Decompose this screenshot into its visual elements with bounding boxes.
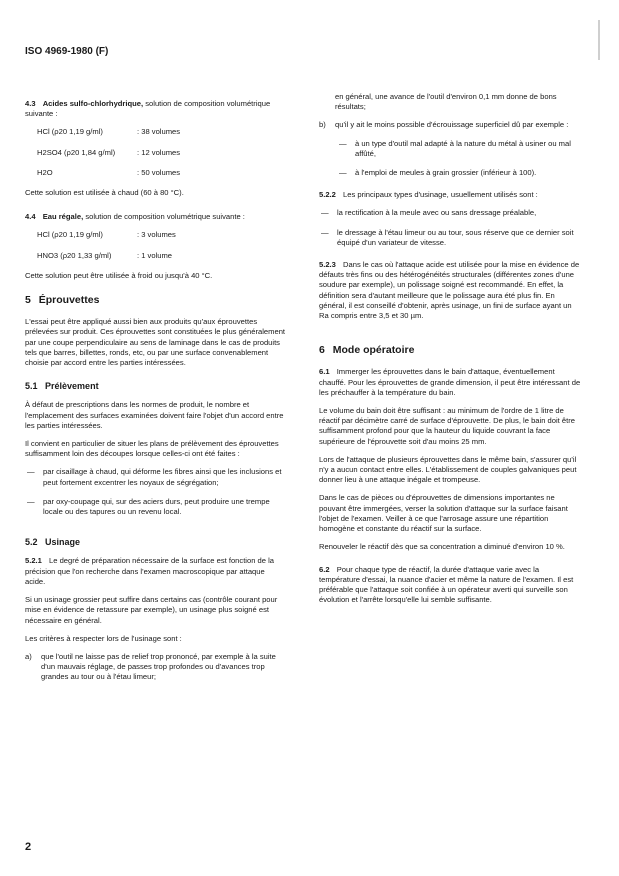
formula-volume: : 3 volumes [137, 230, 176, 240]
section-title: Acides sulfo-chlorhydrique, [42, 99, 144, 108]
formula-row [37, 168, 287, 178]
paragraph: Il convient en particulier de situer les plans de prélèvement des éprouvettes suffisamment loin des découpes lorsque celles-ci ont été faites : [25, 439, 279, 459]
list-item [25, 652, 287, 683]
dash-marker: — [321, 227, 329, 237]
section-4-3 [25, 99, 287, 119]
dash-item [319, 228, 581, 248]
dash-marker: — [321, 208, 329, 218]
paragraph: Renouveler le réactif dès que sa concentration a diminué d'environ 10 %. [319, 542, 565, 552]
formula-row [37, 127, 287, 137]
section-number: 6.2 [319, 564, 330, 574]
section-6-1 [319, 367, 581, 398]
paragraph: Si un usinage grossier peut suffire dans certains cas (contrôle courant pour mise en évidence de retassure par exemple), un usinage plus soigné est nécessaire en général. [25, 595, 278, 625]
dash-text: la rectification à la meule avec ou sans dressage préalable, [337, 208, 537, 218]
dash-item [339, 168, 581, 178]
dash-text: à l'emploi de meules à grain grossier (inférieur à 100). [355, 168, 537, 178]
list-item [319, 120, 581, 130]
paragraph: Les critères à respecter lors de l'usinage sont : [25, 633, 182, 643]
section-title: Prélèvement [45, 381, 99, 392]
paragraph: L'essai peut être appliqué aussi bien aux produits qu'aux éprouvettes prélevées sur produit. Ces éprouvettes sont constituées le plus généralement par une coupe perpendiculaire au sens de laminage dans le cas de produits tels que barres, billettes, ronds, etc, ou par une surface convenablement choisie par accord entre les parties intéressées. [25, 317, 286, 368]
section-5-2-3 [319, 260, 581, 321]
dash-marker: — [339, 168, 347, 178]
heading-5 [25, 295, 287, 305]
paragraph: Pour chaque type de réactif, la durée d'attaque varie avec la température d'essai, la nuance d'acier et même la nature de l'examen. Il est préférable que l'attaque soit confiée à un opérateur averti qui surveille son évolution et l'arrête lorsqu'elle lui semble suffisante. [319, 564, 574, 605]
formula-row [37, 148, 287, 158]
formula-volume: : 1 volume [137, 250, 173, 260]
formula-name: HCl (ρ20 1,19 g/ml) [37, 230, 103, 240]
dash-item [319, 208, 581, 218]
dash-text: par oxy-coupage qui, sur des aciers durs, peut produire une trempe locale ou des tapures ou un revenu local. [43, 496, 270, 517]
paragraph: Immerger les éprouvettes dans le bain d'attaque, éventuellement chauffé. Pour les éprouvettes de grande dimension, il peut être intéressant de les préchauffer à la température du bain. [319, 367, 581, 397]
right-column [319, 92, 581, 613]
paragraph: Le degré de préparation nécessaire de la surface est fonction de la précision que l'on recherche dans l'examen macroscopique par attaque acide. [25, 556, 275, 586]
section-number: 5.2 [25, 537, 38, 548]
formula-name: HCl (ρ20 1,19 g/ml) [37, 127, 103, 137]
section-text: solution de composition volumétrique suivante : [85, 212, 245, 222]
section-number: 5.1 [25, 381, 38, 392]
paragraph: Les principaux types d'usinage, usuellement utilisés sont : [343, 190, 538, 200]
list-continuation: en général, une avance de l'outil d'environ 0,1 mm donne de bons résultats; [335, 92, 557, 112]
heading-5-1 [25, 381, 287, 391]
section-6-2 [319, 565, 581, 606]
dash-text: par cisaillage à chaud, qui déforme les fibres ainsi que les inclusions et peut fortement excentrer les noyaux de ségrégation; [43, 467, 282, 487]
list-text: que l'outil ne laisse pas de relief trop prononcé, par exemple à la suite d'un mauvais réglage, de passes trop profondes ou d'avances trop grandes au tour ou à l'étau limeur; [41, 651, 276, 682]
section-number: 5.2.2 [319, 190, 336, 200]
heading-6 [319, 345, 581, 355]
formula-row [37, 230, 287, 240]
paragraph: Le volume du bain doit être suffisant : au minimum de l'ordre de 1 litre de réactif par décimètre carré de surface d'éprouvette. De plus, le bain doit être suffisamment profond pour que la hauteur du liquide couvrant la face supérieure de l'éprouvette soit d'au moins 25 mm. [319, 406, 575, 446]
section-number: 4.4 [25, 212, 36, 222]
section-5-2-1 [25, 556, 287, 587]
heading-5-2 [25, 537, 287, 547]
section-title: Usinage [45, 537, 81, 548]
section-title: Eau régale, [42, 212, 84, 222]
left-column [25, 99, 287, 691]
section-number: 6.1 [319, 367, 330, 377]
document-header: ISO 4969-1980 (F) [25, 46, 109, 57]
formula-volume: : 12 volumes [137, 147, 181, 157]
section-number: 6 [319, 344, 325, 357]
section-number: 4.3 [25, 99, 36, 108]
paragraph: Dans le cas où l'attaque acide est utilisée pour la mise en évidence de défauts très fins ou des hétérogénéités structurales (différentes zones d'une soudure par exemple), un polissage soigné est recommandé. En effet, la définition sera d'autant meilleure que le polissage aura été plus fin. En général, il est conseillé d'obtenir, après usinage, un fini de surface ayant un Ra compris entre 3,5 et 30 µm. [319, 260, 580, 321]
section-title: Mode opératoire [332, 344, 415, 357]
section-number: 5 [25, 294, 31, 307]
formula-name: H2SO4 (ρ20 1,84 g/ml) [37, 147, 116, 157]
formula-volume: : 38 volumes [137, 127, 181, 137]
dash-item [25, 497, 287, 517]
section-4-4 [25, 212, 287, 222]
section-text: solution de composition volumétrique suivante : [25, 99, 271, 119]
dash-text: le dressage à l'étau limeur ou au tour, sous réserve que ce dernier soit équipé d'un variateur de vitesse. [337, 227, 574, 247]
list-text: qu'il y ait le moins possible d'écrouissage superficiel dû par exemple : [335, 120, 569, 130]
paragraph: À défaut de prescriptions dans les normes de produit, le nombre et l'emplacement des surfaces examinées doivent faire l'objet d'un accord entre les parties intéressées. [25, 400, 284, 430]
dash-item [25, 467, 287, 487]
formula-name: H2O [37, 167, 53, 177]
paragraph: Lors de l'attaque de plusieurs éprouvettes dans le même bain, s'assurer qu'il n'y a aucun contact entre elles. L'établissement de couples galvaniques peut donner lieu à une attaque inégale et trompeuse. [319, 454, 577, 485]
formula-name: HNO3 (ρ20 1,33 g/ml) [37, 250, 112, 260]
section-number: 5.2.3 [319, 260, 336, 270]
dash-marker: — [27, 496, 35, 506]
paragraph: Dans le cas de pièces ou d'éprouvettes de dimensions importantes ne pouvant être immergées, verser la solution d'attaque sur la surface faisant l'objet de l'examen. Veiller à ce que l'arrosage assure une répartition homogène et constante du réactif sur la surface. [319, 493, 568, 534]
formula-volume: : 50 volumes [137, 167, 181, 177]
list-label: a) [25, 651, 32, 661]
section-note: Cette solution est utilisée à chaud (60 à 80 °C). [25, 188, 184, 198]
section-title: Éprouvettes [38, 294, 100, 307]
formula-row [37, 251, 287, 261]
dash-marker: — [27, 467, 35, 477]
dash-text: à un type d'outil mal adapté à la nature du métal à usiner ou mal affûté, [355, 138, 571, 158]
dash-item [339, 139, 581, 159]
dash-marker: — [339, 138, 347, 148]
list-label: b) [319, 120, 326, 130]
section-5-2-2 [319, 190, 581, 200]
page-number: 2 [25, 841, 32, 853]
scan-mark [598, 20, 600, 60]
section-number: 5.2.1 [25, 556, 42, 566]
section-note: Cette solution peut être utilisée à froid ou jusqu'à 40 °C. [25, 270, 213, 280]
